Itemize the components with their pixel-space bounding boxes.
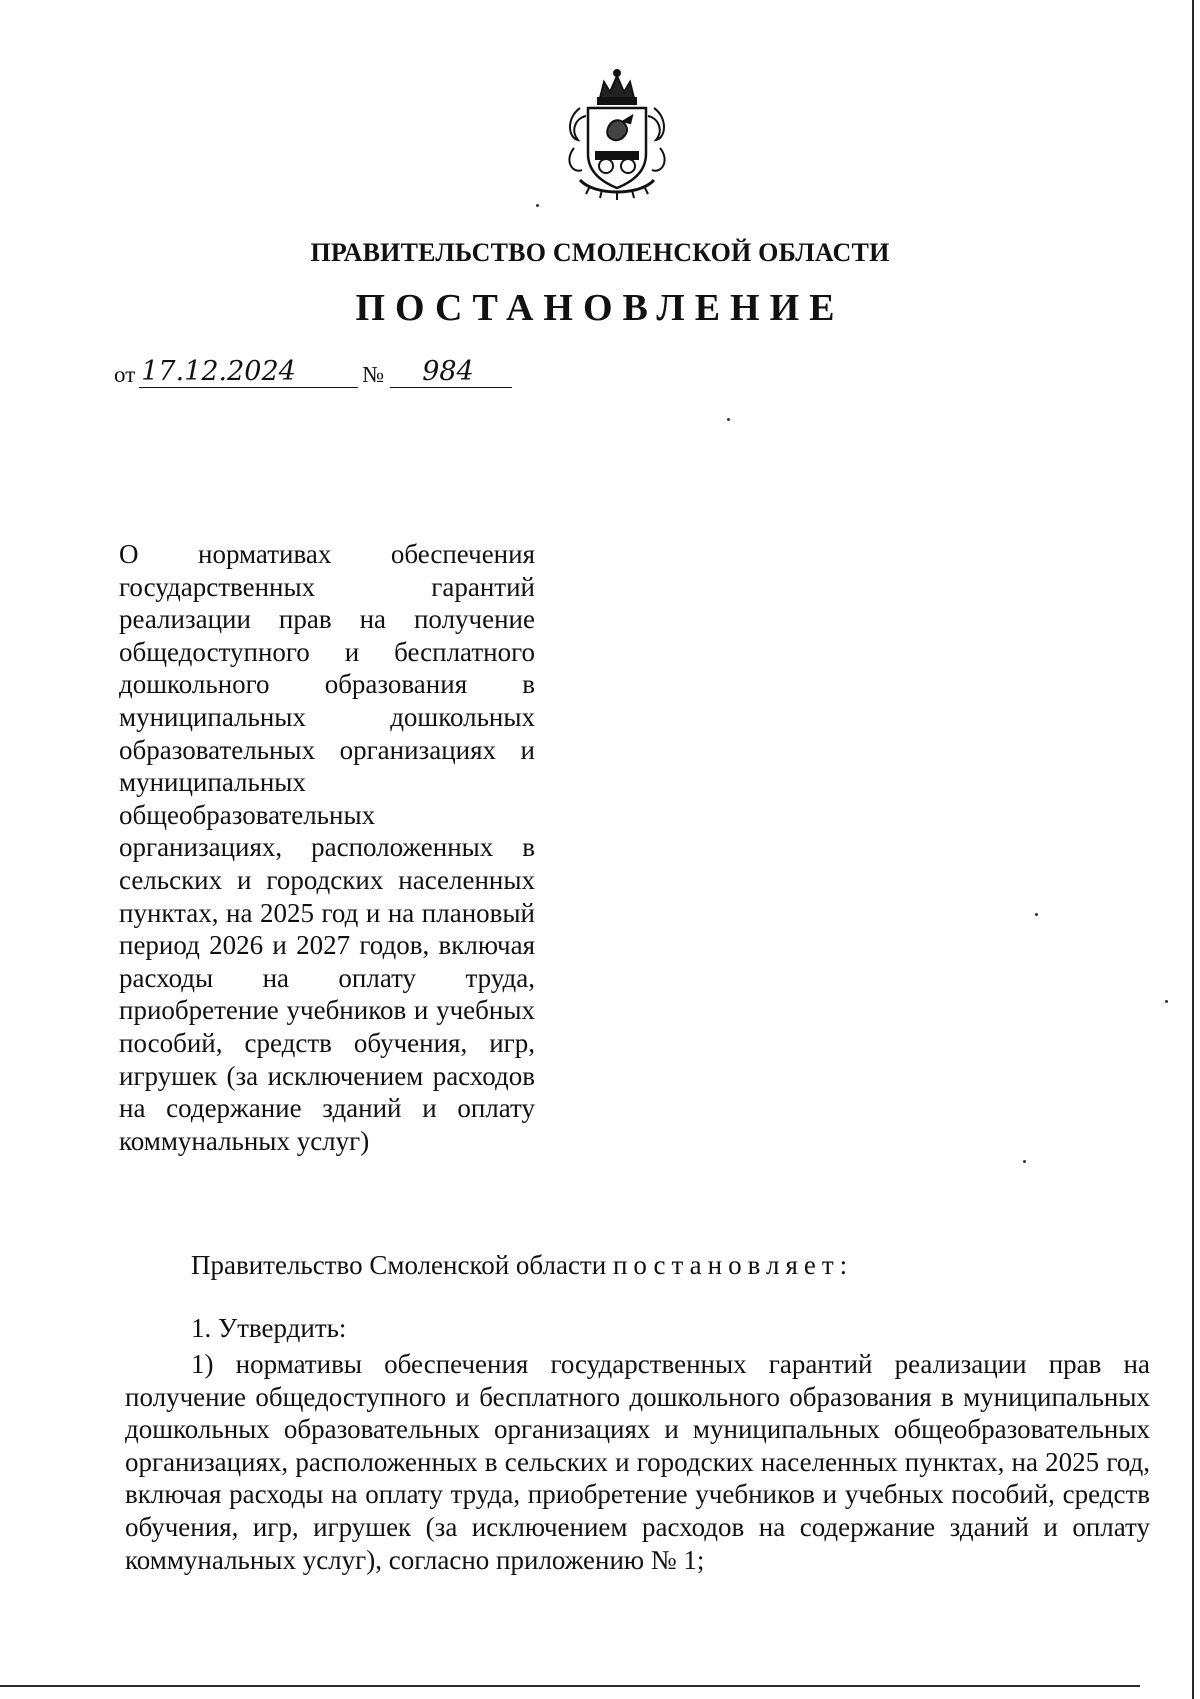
date-prefix: от: [114, 362, 136, 387]
handwritten-number: 984: [390, 357, 512, 388]
item-1-1: 1) нормативы обеспечения государственных гарантий реализации прав на получение общедоступного и бесплатного дошкольного образования в муниципальных дошкольных образовательных организациях и муниципальных общеобразовательных организациях, расположенных в сельских и городских населенных пунктах, на 2025 год, включая расходы на оплату труда, приобретение учебников и учебных пособий, средств обучения, игр, игрушек (за исключением расходов на содержание зданий и оплату коммунальных услуг), согласно приложению № 1;: [125, 1349, 1150, 1575]
decree-verb: постановляет:: [612, 1250, 854, 1280]
scan-speck: [536, 204, 539, 207]
item-1: 1. Утвердить:: [191, 1313, 347, 1343]
document-type-title: ПОСТАНОВЛЕНИЕ: [355, 287, 845, 329]
page-bottom-line: [0, 1685, 1140, 1687]
number-prefix: №: [362, 362, 385, 387]
scan-speck: [1035, 913, 1038, 916]
scan-speck: [727, 418, 730, 421]
scan-speck: [1165, 1000, 1168, 1003]
organization-name: ПРАВИТЕЛЬСТВО СМОЛЕНСКОЙ ОБЛАСТИ: [310, 238, 890, 267]
date-number-line: [114, 357, 512, 388]
smolensk-coat-of-arms-icon: [560, 68, 674, 202]
scan-speck: [1023, 1160, 1026, 1163]
decree-subject: Правительство Смоленской области: [191, 1250, 607, 1280]
document-title: О нормативах обеспечения государственных гарантий реализации прав на получение общедоступного и бесплатного дошкольного образования в муниципальных дошкольных образовательных организациях и муниципальных общеобразовательных организациях, расположенных в сельских и городских населенных пунктах, на 2025 год и на плановый период 2026 и 2027 годов, включая расходы на оплату труда, приобретение учебников и учебных пособий, средств обучения, игр, игрушек (за исключением расходов на содержание зданий и оплату коммунальных услуг): [119, 539, 535, 1156]
handwritten-date: 17.12.2024: [139, 357, 358, 388]
decree-line: [125, 1249, 1150, 1282]
